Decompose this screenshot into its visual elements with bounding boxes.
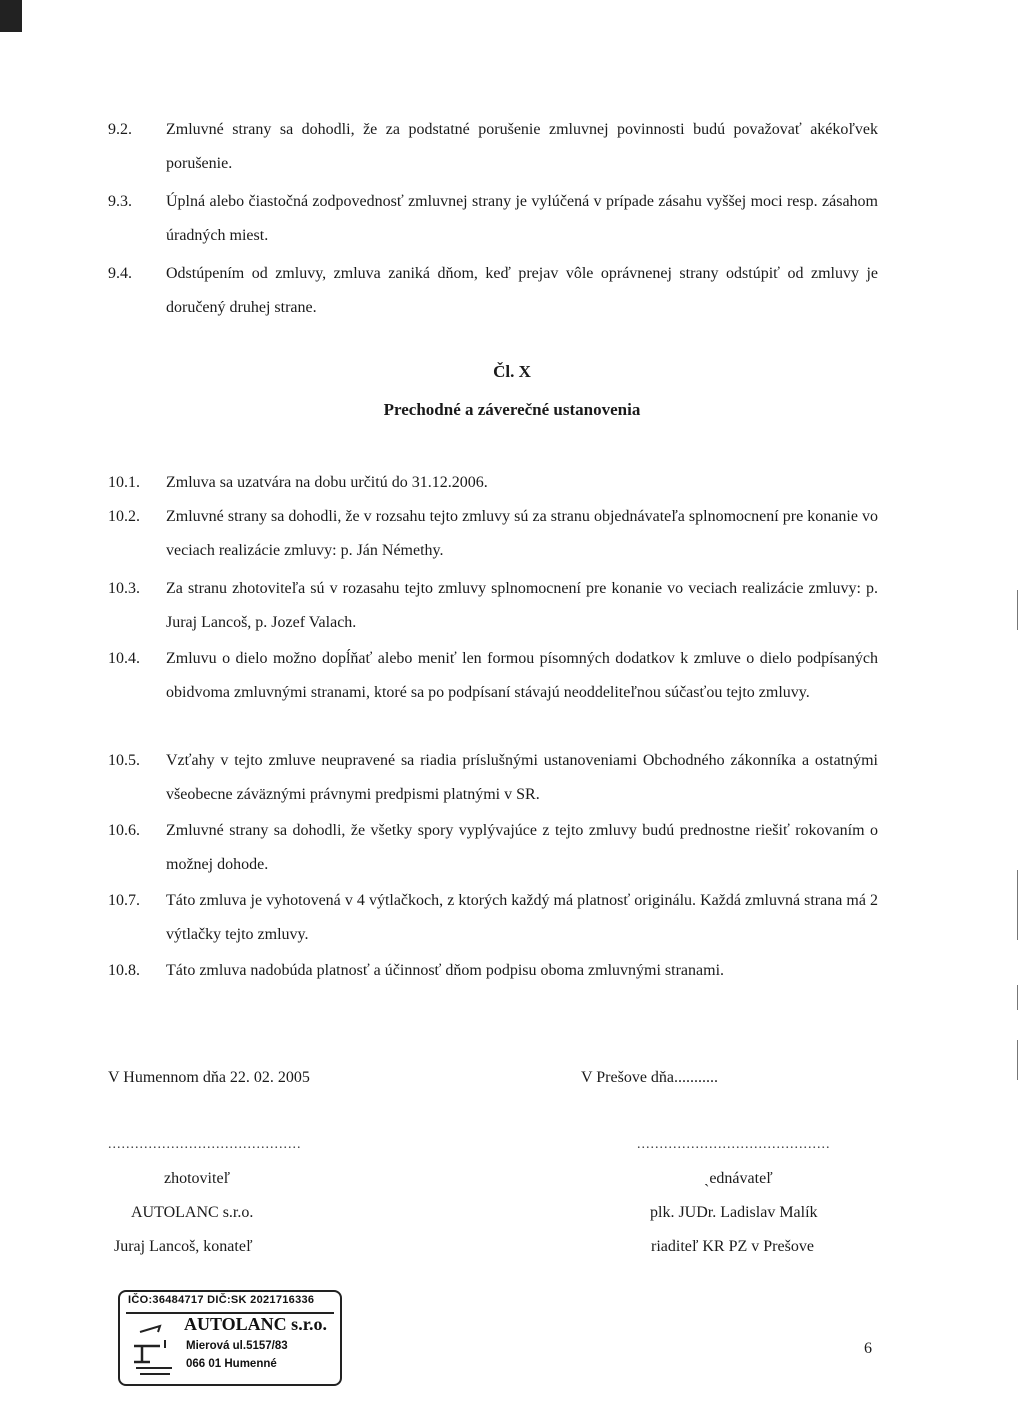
- stamp-city: 066 01 Humenné: [186, 1358, 277, 1370]
- clause-number: 9.4.: [108, 265, 132, 282]
- clause-10-6: [108, 814, 878, 882]
- scan-border-line: [1017, 590, 1018, 630]
- left-signature-line: ...........................................: [108, 1137, 302, 1152]
- right-position: riaditeľ KR PZ v Prešove: [651, 1238, 814, 1255]
- article-title: Prechodné a záverečné ustanovenia: [383, 400, 641, 419]
- clause-number: 10.3.: [108, 580, 140, 597]
- clause-text: Vzťahy v tejto zmluve neupravené sa riadia príslušnými ustanoveniami Obchodného zákonníka a ostatnými všeobecne záväznými právnymi predpismi platnými v SR.: [166, 752, 878, 803]
- clause-text: Zmluva sa uzatvára na dobu určitú do 31.12.2006.: [166, 474, 488, 491]
- clause-number: 10.2.: [108, 508, 140, 525]
- clause-text: Zmluvné strany sa dohodli, že za podstatné porušenie zmluvnej povinnosti budú považovať akékoľvek porušenie.: [166, 121, 878, 172]
- clause-number: 10.5.: [108, 752, 140, 769]
- clause-number: 10.1.: [108, 474, 140, 491]
- page-number: 6: [864, 1340, 872, 1357]
- right-date-dots: ...........: [674, 1069, 719, 1086]
- clause-text: Táto zmluva je vyhotovená v 4 výtlačkoch, z ktorých každý má platnosť originálu. Každá zmluvná strana má 2 výtlačky tejto zmluvy.: [166, 892, 878, 943]
- clause-10-3: [108, 572, 878, 640]
- left-person: Juraj Lancoš, konateľ: [114, 1238, 253, 1255]
- clause-number: 9.3.: [108, 193, 132, 210]
- article-number: Čl. X: [493, 362, 531, 381]
- clause-text: Za stranu zhotoviteľa sú v rozasahu tejto zmluvy splnomocnení pre konanie vo veciach realizácie zmluvy: p. Juraj Lancoš, p. Jozef Valach.: [166, 580, 878, 631]
- right-role: ˏednávateľ: [704, 1170, 773, 1187]
- clause-text: Zmluvné strany sa dohodli, že všetky spory vyplývajúce z tejto zmluvy budú prednostne riešiť rokovaním o možnej dohode.: [166, 822, 878, 873]
- clause-10-5: [108, 744, 878, 812]
- clause-10-8: [108, 954, 878, 988]
- stamp-logo-icon: [130, 1318, 178, 1380]
- scan-edge-mark: [0, 0, 22, 32]
- scan-border-line: [1017, 985, 1018, 1010]
- clause-text: Zmluvné strany sa dohodli, že v rozsahu tejto zmluvy sú za stranu objednávateľa splnomocnení pre konanie vo veciach realizácie zmluvy: p. Ján Némethy.: [166, 508, 878, 559]
- company-stamp: [118, 1290, 342, 1386]
- stamp-company-name: AUTOLANC s.r.o.: [184, 1314, 328, 1334]
- right-person: plk. JUDr. Ladislav Malík: [650, 1204, 818, 1221]
- right-signature-line: ...........................................: [637, 1137, 831, 1152]
- left-role: zhotoviteľ: [164, 1170, 231, 1187]
- clause-10-7: [108, 884, 878, 952]
- stamp-street: Mierová ul.5157/83: [186, 1340, 288, 1352]
- clause-10-2: [108, 500, 878, 568]
- right-place-label: V Prešove dňa: [581, 1069, 675, 1086]
- clause-9-2: [108, 113, 878, 181]
- left-place-date: V Humennom dňa 22. 02. 2005: [108, 1069, 310, 1086]
- clause-number: 9.2.: [108, 121, 132, 138]
- clause-number: 10.7.: [108, 892, 140, 909]
- clause-9-4: [108, 257, 878, 325]
- clause-text: Táto zmluva nadobúda platnosť a účinnosť dňom podpisu oboma zmluvnými stranami.: [166, 962, 725, 979]
- stamp-ids: IČO:36484717 DIČ:SK 2021716336: [128, 1294, 315, 1306]
- clause-number: 10.4.: [108, 650, 140, 667]
- clause-number: 10.8.: [108, 962, 140, 979]
- left-company: AUTOLANC s.r.o.: [131, 1204, 254, 1221]
- clause-text: Úplná alebo čiastočná zodpovednosť zmluvnej strany je vylúčená v prípade zásahu vyššej moci resp. zásahom úradných miest.: [166, 193, 878, 244]
- scan-border-line: [1017, 1040, 1018, 1080]
- right-place-date: [581, 1069, 718, 1087]
- clause-number: 10.6.: [108, 822, 140, 839]
- clause-text: Odstúpením od zmluvy, zmluva zaniká dňom, keď prejav vôle oprávnenej strany odstúpiť od zmluvy je doručený druhej strane.: [166, 265, 878, 316]
- clause-10-4: [108, 642, 878, 710]
- clause-10-1: [108, 466, 878, 500]
- clause-text: Zmluvu o dielo možno dopĺňať alebo meniť len formou písomných dodatkov k zmluve o dielo podpísaných obidvoma zmluvnými stranami, ktoré sa po podpísaní stávajú neoddeliteľnou súčasťou tejto zmluvy.: [166, 650, 878, 701]
- scan-border-line: [1017, 870, 1018, 940]
- clause-9-3: [108, 185, 878, 253]
